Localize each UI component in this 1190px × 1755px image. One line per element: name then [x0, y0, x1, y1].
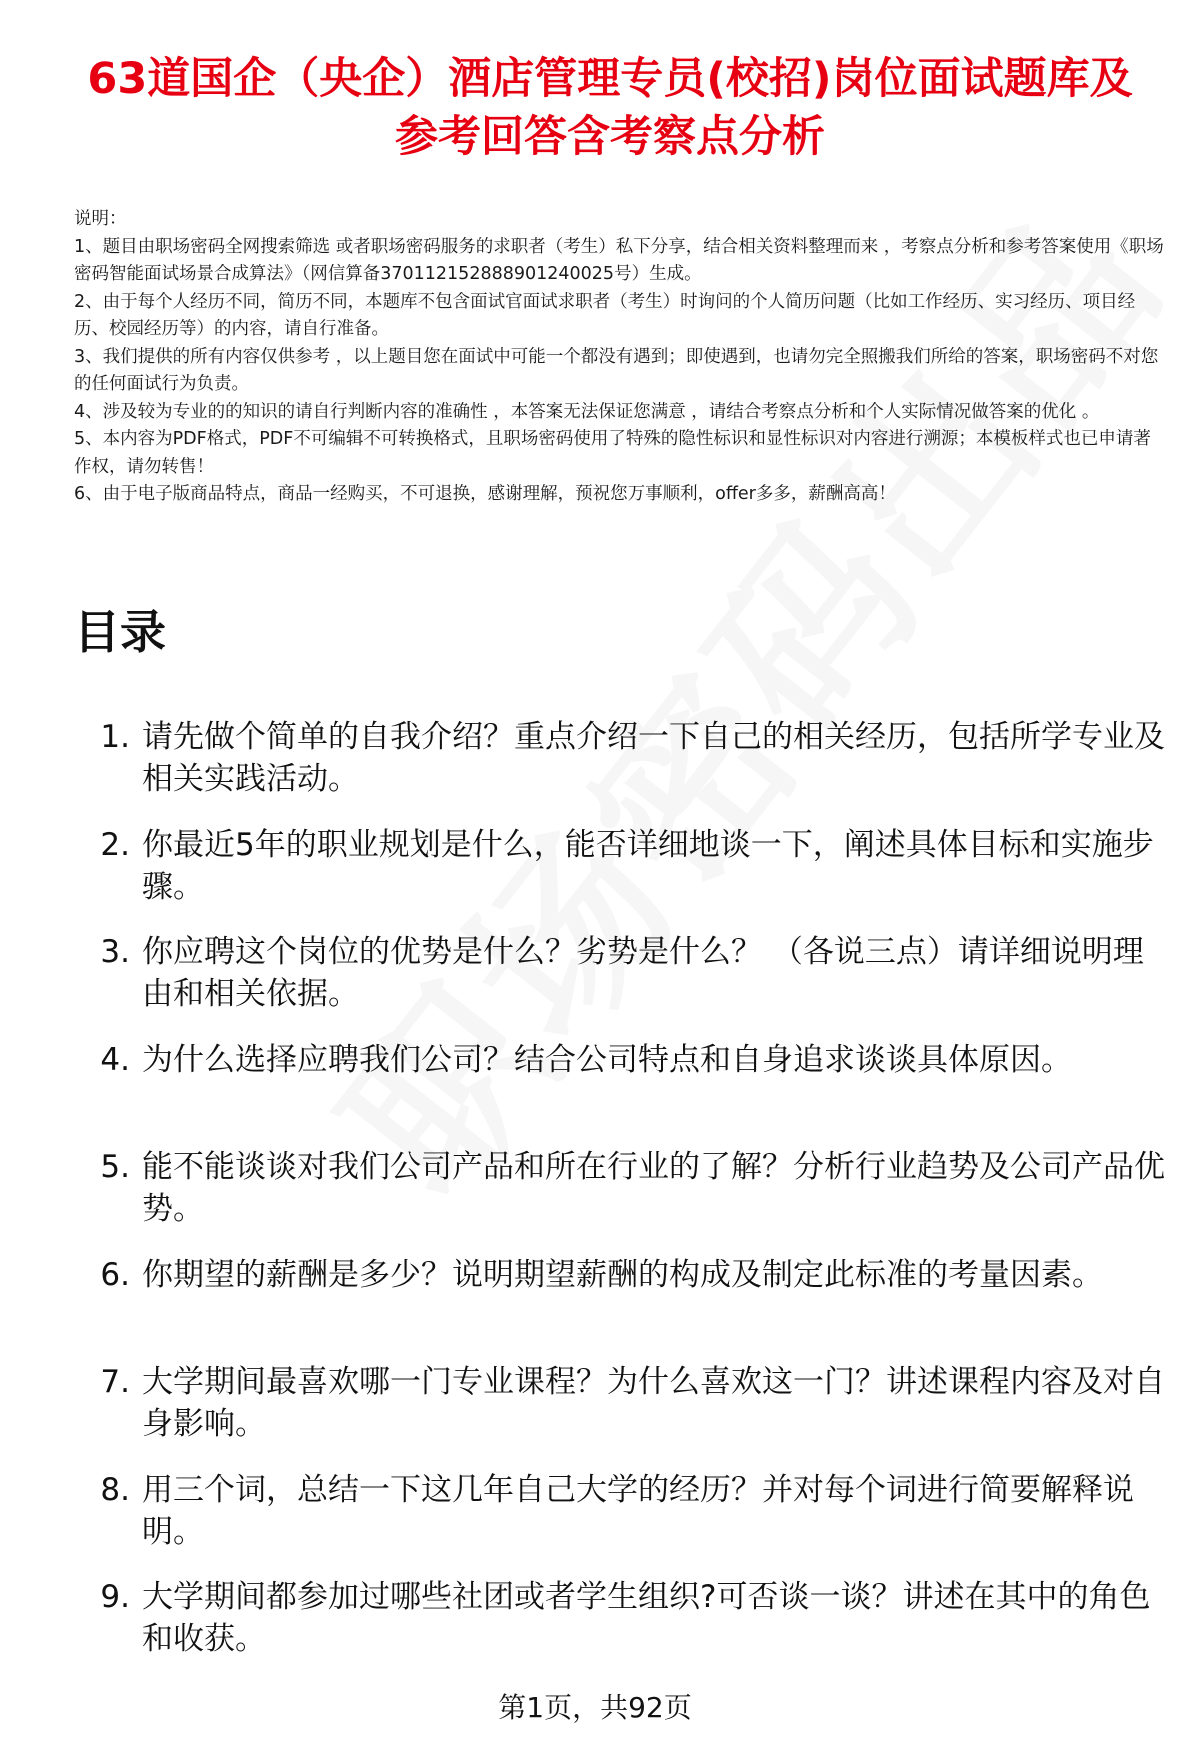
toc-item[interactable]	[74, 716, 1166, 824]
toc-item-number: 5.	[100, 1149, 130, 1185]
note-item: 2、由于每个人经历不同，简历不同，本题库不包含面试官面试求职者（考生）时询问的个人简历问题（比如工作经历、实习经历、项目经历、校园经历等）的内容，请自行准备。	[74, 291, 1136, 339]
toc-item-text: 请先做个简单的自我介绍？重点介绍一下自己的相关经历，包括所学专业及相关实践活动。	[142, 719, 1165, 797]
toc-item-number: 3.	[100, 934, 130, 970]
note-item: 1、题目由职场密码全网搜索筛选 或者职场密码服务的求职者（考生）私下分享，结合相关资料整理而来 ，考察点分析和参考答案使用《职场密码智能面试场景合成算法》（网信算备370112152888901240025号）生成。	[74, 236, 1164, 284]
toc-item[interactable]	[74, 1146, 1166, 1254]
toc-item-text: 你期望的薪酬是多少？说明期望薪酬的构成及制定此标准的考量因素。	[142, 1256, 1103, 1293]
page-number: 第1页，共92页	[498, 1691, 692, 1724]
toc-item[interactable]	[74, 931, 1166, 1039]
toc-heading: 目录	[74, 605, 166, 659]
notes-heading: 说明：	[74, 209, 127, 229]
toc-item-number: 4.	[100, 1041, 130, 1078]
page-title: 63道国企（央企）酒店管理专员(校招)岗位面试题库及参考回答含考察点分析	[87, 54, 1133, 162]
note-item: 3、我们提供的所有内容仅供参考 ，以上题目您在面试中可能一个都没有遇到；即使遇到，也请勿完全照搬我们所给的答案，职场密码不对您的任何面试行为负责。	[74, 346, 1159, 394]
toc-item[interactable]	[74, 1576, 1166, 1684]
toc-item-number: 6.	[100, 1256, 130, 1293]
note-item: 5、本内容为PDF格式，PDF不可编辑不可转换格式，且职场密码使用了特殊的隐性标识和显性标识对内容进行溯源；本模板样式也已申请著作权，请勿转售！	[74, 429, 1151, 477]
toc-item[interactable]	[74, 1039, 1166, 1147]
toc-item-number: 9.	[100, 1579, 130, 1615]
notes-section	[74, 206, 1164, 509]
toc-item-text: 为什么选择应聘我们公司？结合公司特点和自身追求谈谈具体原因。	[142, 1041, 1072, 1078]
toc-item-number: 1.	[100, 719, 130, 755]
toc-item-number: 8.	[100, 1471, 130, 1508]
note-item: 4、涉及较为专业的的知识的请自行判断内容的准确性 ，本答案无法保证您满意 ，请结合考察点分析和个人实际情况做答案的优化 。	[74, 401, 1100, 422]
toc-item[interactable]	[74, 1469, 1166, 1577]
toc-item-number: 2.	[100, 826, 130, 863]
toc-item-text: 大学期间最喜欢哪一门专业课程？为什么喜欢这一门？讲述课程内容及对自身影响。	[142, 1364, 1165, 1442]
toc-item-number: 7.	[100, 1364, 130, 1400]
note-item: 6、由于电子版商品特点，商品一经购买，不可退换，感谢理解，预祝您万事顺利，offer多多，薪酬高高！	[74, 484, 896, 504]
toc-item[interactable]	[74, 824, 1166, 932]
toc-item-text: 大学期间都参加过哪些社团或者学生组织?可否谈一谈？讲述在其中的角色和收获。	[142, 1579, 1151, 1657]
toc-item[interactable]	[74, 1254, 1166, 1362]
toc-item-text: 用三个词，总结一下这几年自己大学的经历？并对每个词进行简要解释说明。	[142, 1471, 1134, 1550]
toc-item-text: 你应聘这个岗位的优势是什么？劣势是什么？ （各说三点）请详细说明理由和相关依据。	[142, 934, 1144, 1012]
toc-item-text: 能不能谈谈对我们公司产品和所在行业的了解？分析行业趋势及公司产品优势。	[142, 1149, 1165, 1227]
toc-list	[74, 716, 1166, 1684]
toc-item-text: 你最近5年的职业规划是什么，能否详细地谈一下，阐述具体目标和实施步骤。	[142, 826, 1154, 905]
toc-item[interactable]	[74, 1361, 1166, 1469]
